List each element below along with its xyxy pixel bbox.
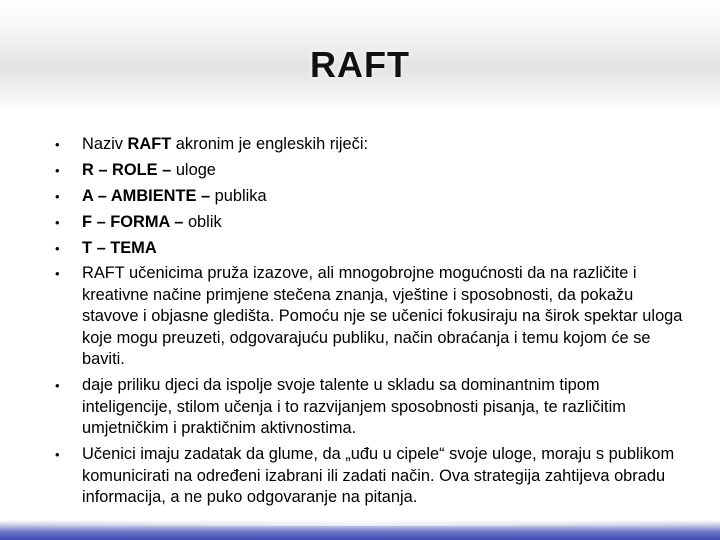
bullet-icon: •: [55, 188, 60, 204]
bullet-icon: •: [55, 137, 60, 152]
list-item: • RAFT učenicima pruža izazove, ali mnogobrojne mogućnosti da na različite i kreativne načine primjene stečena znanja, vještine i sposobnosti, da pokažu stavove i objasne gledišta. Pomoću nje se učenici fokusiraju na širok spektar uloga koje mogu preuzeti, odgovarajuću publiku, način obraćanja i temu kojom će se baviti.: [55, 264, 683, 369]
list-item: • F – FORMA – oblik: [50, 212, 690, 234]
list-item: • A – AMBIENTE – publika: [50, 186, 690, 208]
bullet-icon: •: [55, 447, 60, 463]
bullet-list: [50, 134, 690, 513]
list-item: • T – TEMA: [50, 238, 690, 260]
list-item: • R – ROLE – uloge: [50, 160, 690, 182]
bullet-icon: •: [55, 378, 60, 394]
bottom-accent-bar: [0, 520, 720, 540]
bullet-icon: •: [55, 240, 60, 256]
list-item: • Naziv RAFT akronim je engleskih riječi:: [50, 134, 690, 156]
slide-title: RAFT: [310, 44, 410, 85]
bullet-icon: •: [55, 162, 60, 178]
bullet-icon: •: [55, 214, 60, 230]
list-item: • Učenici imaju zadatak da glume, da „uđu u cipele“ svoje uloge, moraju s publikom komunicirati na određeni izabrani ili zadati način. Ova strategija zahtijeva obradu informacija, a ne puko odgovaranje na pitanja.: [55, 445, 675, 507]
bullet-icon: •: [55, 266, 60, 282]
list-item: • daje priliku djeci da ispolje svoje talente u skladu sa dominantnim tipom inteligencije, stilom učenja i to razvijanjem sposobnosti pisanja, te različitim umjetničkim i praktičnim aktivnostima.: [55, 376, 626, 438]
